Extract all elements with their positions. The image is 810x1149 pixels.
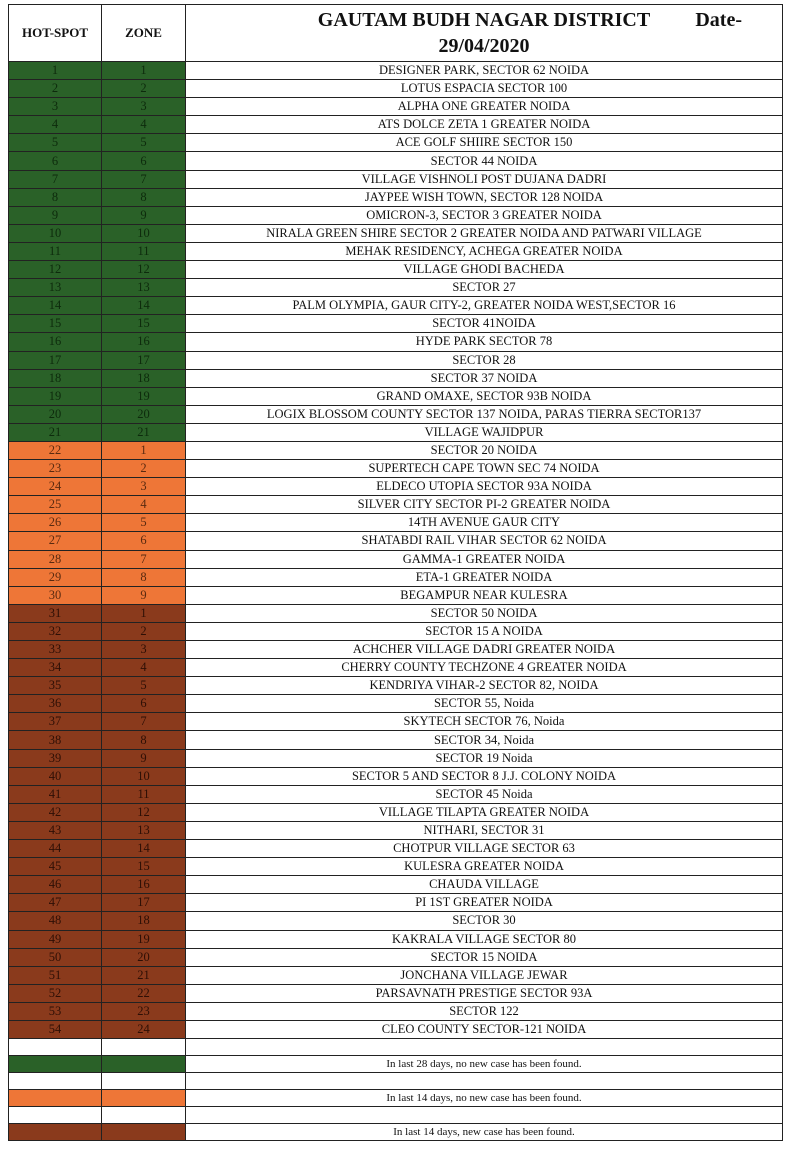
legend-text: In last 28 days, no new case has been found. [186,1056,783,1073]
blank-cell [102,1107,186,1124]
zone-number: 17 [102,894,186,912]
location-name: ALPHA ONE GREATER NOIDA [186,98,783,116]
legend-swatch [9,1056,102,1073]
zone-number: 6 [102,152,186,170]
hotspot-number: 32 [9,622,102,640]
zone-number: 4 [102,659,186,677]
hotspot-number: 14 [9,297,102,315]
location-name: SHATABDI RAIL VIHAR SECTOR 62 NOIDA [186,532,783,550]
hotspot-number: 8 [9,188,102,206]
table-row [9,279,783,297]
legend-text: In last 14 days, new case has been found. [186,1124,783,1141]
blank-cell [186,1107,783,1124]
hotspot-number: 19 [9,387,102,405]
hotspot-number: 48 [9,912,102,930]
zone-number: 6 [102,695,186,713]
table-row [9,984,783,1002]
hotspot-number: 21 [9,423,102,441]
hotspot-number: 30 [9,586,102,604]
hotspot-number: 53 [9,1002,102,1020]
col-header-zone: ZONE [102,5,186,62]
zone-number: 3 [102,641,186,659]
legend-spacer-row [9,1073,783,1090]
location-name: KAKRALA VILLAGE SECTOR 80 [186,930,783,948]
zone-number: 1 [102,441,186,459]
location-name: SILVER CITY SECTOR PI-2 GREATER NOIDA [186,496,783,514]
hotspot-number: 46 [9,876,102,894]
zone-number: 7 [102,170,186,188]
zone-number: 21 [102,423,186,441]
zone-number: 17 [102,351,186,369]
hotspot-number: 16 [9,333,102,351]
table-row [9,532,783,550]
location-name: VILLAGE GHODI BACHEDA [186,261,783,279]
hotspot-number: 11 [9,242,102,260]
blank-cell [9,1107,102,1124]
table-row [9,369,783,387]
legend-spacer-row [9,1107,783,1124]
table-row [9,496,783,514]
zone-number: 9 [102,206,186,224]
legend-row-green [9,1056,783,1073]
table-row [9,460,783,478]
hotspot-rows [9,62,783,1039]
table-row [9,695,783,713]
table-row [9,1020,783,1038]
zone-number: 3 [102,478,186,496]
zone-number: 22 [102,984,186,1002]
table-row [9,713,783,731]
table-row [9,785,783,803]
hotspot-number: 54 [9,1020,102,1038]
table-row [9,206,783,224]
table-row [9,930,783,948]
zone-number: 19 [102,387,186,405]
location-name: GAMMA-1 GREATER NOIDA [186,550,783,568]
zone-number: 1 [102,62,186,80]
location-name: SECTOR 15 NOIDA [186,948,783,966]
table-row [9,514,783,532]
zone-number: 14 [102,840,186,858]
zone-number: 23 [102,1002,186,1020]
legend-row-brown [9,1124,783,1141]
zone-number: 20 [102,948,186,966]
zone-number: 11 [102,785,186,803]
hotspot-number: 2 [9,80,102,98]
location-name: MEHAK RESIDENCY, ACHEGA GREATER NOIDA [186,242,783,260]
zone-number: 18 [102,912,186,930]
table-row [9,550,783,568]
location-name: VILLAGE VISHNOLI POST DUJANA DADRI [186,170,783,188]
location-name: SECTOR 19 Noida [186,749,783,767]
table-row [9,821,783,839]
table-row [9,767,783,785]
hotspot-number: 49 [9,930,102,948]
table-row [9,134,783,152]
hotspot-number: 36 [9,695,102,713]
location-name: PALM OLYMPIA, GAUR CITY-2, GREATER NOIDA WEST,SECTOR 16 [186,297,783,315]
location-name: CLEO COUNTY SECTOR-121 NOIDA [186,1020,783,1038]
blank-cell [9,1073,102,1090]
zone-number: 12 [102,803,186,821]
hotspot-number: 51 [9,966,102,984]
legend [9,1039,783,1141]
col-header-hotspot: HOT-SPOT [9,5,102,62]
hotspot-number: 5 [9,134,102,152]
hotspot-number: 52 [9,984,102,1002]
zone-number: 3 [102,98,186,116]
table-row [9,224,783,242]
table-row [9,731,783,749]
hotspot-table [8,4,783,1141]
location-name: SECTOR 45 Noida [186,785,783,803]
location-name: ACE GOLF SHIIRE SECTOR 150 [186,134,783,152]
hotspot-number: 4 [9,116,102,134]
hotspot-number: 7 [9,170,102,188]
location-name: SECTOR 30 [186,912,783,930]
location-name: SECTOR 5 AND SECTOR 8 J.J. COLONY NOIDA [186,767,783,785]
document-title [186,5,783,62]
zone-number: 11 [102,242,186,260]
location-name: 14TH AVENUE GAUR CITY [186,514,783,532]
location-name: JAYPEE WISH TOWN, SECTOR 128 NOIDA [186,188,783,206]
zone-number: 4 [102,496,186,514]
location-name: LOTUS ESPACIA SECTOR 100 [186,80,783,98]
table-row [9,333,783,351]
hotspot-number: 37 [9,713,102,731]
header-row [9,5,783,62]
location-name: SECTOR 28 [186,351,783,369]
location-name: KENDRIYA VIHAR-2 SECTOR 82, NOIDA [186,677,783,695]
zone-number: 8 [102,188,186,206]
blank-cell [186,1039,783,1056]
zone-number: 5 [102,514,186,532]
date-value: 29/04/2020 [438,35,530,57]
location-name: OMICRON-3, SECTOR 3 GREATER NOIDA [186,206,783,224]
location-name: SUPERTECH CAPE TOWN SEC 74 NOIDA [186,460,783,478]
table-row [9,876,783,894]
hotspot-number: 1 [9,62,102,80]
hotspot-number: 15 [9,315,102,333]
table-row [9,116,783,134]
legend-swatch [9,1090,102,1107]
hotspot-number: 33 [9,641,102,659]
zone-number: 10 [102,767,186,785]
hotspot-number: 3 [9,98,102,116]
location-name: SECTOR 34, Noida [186,731,783,749]
legend-spacer-row [9,1039,783,1056]
zone-number: 24 [102,1020,186,1038]
location-name: GRAND OMAXE, SECTOR 93B NOIDA [186,387,783,405]
location-name: LOGIX BLOSSOM COUNTY SECTOR 137 NOIDA, PARAS TIERRA SECTOR137 [186,405,783,423]
hotspot-number: 17 [9,351,102,369]
blank-cell [9,1039,102,1056]
location-name: VILLAGE WAJIDPUR [186,423,783,441]
table-row [9,677,783,695]
location-name: SECTOR 44 NOIDA [186,152,783,170]
hotspot-number: 38 [9,731,102,749]
table-row [9,604,783,622]
table-row [9,966,783,984]
zone-number: 21 [102,966,186,984]
table-row [9,586,783,604]
zone-number: 7 [102,713,186,731]
table-row [9,568,783,586]
location-name: BEGAMPUR NEAR KULESRA [186,586,783,604]
blank-cell [186,1073,783,1090]
hotspot-number: 50 [9,948,102,966]
zone-number: 13 [102,821,186,839]
hotspot-number: 12 [9,261,102,279]
hotspot-number: 23 [9,460,102,478]
hotspot-number: 26 [9,514,102,532]
location-name: SECTOR 55, Noida [186,695,783,713]
table-row [9,749,783,767]
table-row [9,858,783,876]
legend-swatch [102,1056,186,1073]
blank-cell [102,1039,186,1056]
table-row [9,803,783,821]
table-row [9,405,783,423]
hotspot-number: 39 [9,749,102,767]
zone-number: 9 [102,749,186,767]
zone-number: 4 [102,116,186,134]
district-title: GAUTAM BUDH NAGAR DISTRICT [317,9,651,31]
table-row [9,659,783,677]
hotspot-number: 13 [9,279,102,297]
location-name: SECTOR 41NOIDA [186,315,783,333]
table-row [9,62,783,80]
hotspot-number: 27 [9,532,102,550]
table-row [9,1002,783,1020]
hotspot-number: 22 [9,441,102,459]
hotspot-number: 45 [9,858,102,876]
table-row [9,948,783,966]
zone-number: 2 [102,622,186,640]
zone-number: 14 [102,297,186,315]
hotspot-number: 35 [9,677,102,695]
table-row [9,387,783,405]
location-name: ACHCHER VILLAGE DADRI GREATER NOIDA [186,641,783,659]
location-name: SECTOR 15 A NOIDA [186,622,783,640]
table-row [9,297,783,315]
table-row [9,98,783,116]
hotspot-number: 29 [9,568,102,586]
zone-number: 20 [102,405,186,423]
location-name: ETA-1 GREATER NOIDA [186,568,783,586]
zone-number: 2 [102,460,186,478]
hotspot-number: 41 [9,785,102,803]
location-name: CHERRY COUNTY TECHZONE 4 GREATER NOIDA [186,659,783,677]
location-name: CHAUDA VILLAGE [186,876,783,894]
date-label: Date- [695,9,742,31]
location-name: VILLAGE TILAPTA GREATER NOIDA [186,803,783,821]
table-row [9,152,783,170]
hotspot-number: 40 [9,767,102,785]
zone-number: 13 [102,279,186,297]
location-name: SECTOR 27 [186,279,783,297]
zone-number: 5 [102,677,186,695]
table-row [9,351,783,369]
zone-number: 9 [102,586,186,604]
zone-number: 10 [102,224,186,242]
table-row [9,423,783,441]
hotspot-number: 20 [9,405,102,423]
zone-number: 5 [102,134,186,152]
hotspot-number: 47 [9,894,102,912]
zone-number: 2 [102,80,186,98]
location-name: HYDE PARK SECTOR 78 [186,333,783,351]
table-row [9,261,783,279]
location-name: NITHARI, SECTOR 31 [186,821,783,839]
table-row [9,80,783,98]
table-row [9,912,783,930]
location-name: SECTOR 20 NOIDA [186,441,783,459]
table-row [9,641,783,659]
table-row [9,622,783,640]
hotspot-number: 25 [9,496,102,514]
hotspot-number: 9 [9,206,102,224]
zone-number: 16 [102,876,186,894]
location-name: DESIGNER PARK, SECTOR 62 NOIDA [186,62,783,80]
legend-swatch [102,1090,186,1107]
zone-number: 15 [102,315,186,333]
table-row [9,441,783,459]
legend-text: In last 14 days, no new case has been found. [186,1090,783,1107]
zone-number: 1 [102,604,186,622]
table-row [9,242,783,260]
zone-number: 12 [102,261,186,279]
hotspot-number: 42 [9,803,102,821]
table-row [9,315,783,333]
zone-number: 18 [102,369,186,387]
legend-swatch [102,1124,186,1141]
location-name: SECTOR 37 NOIDA [186,369,783,387]
location-name: JONCHANA VILLAGE JEWAR [186,966,783,984]
hotspot-number: 6 [9,152,102,170]
location-name: SECTOR 50 NOIDA [186,604,783,622]
legend-row-orange [9,1090,783,1107]
blank-cell [102,1073,186,1090]
location-name: SKYTECH SECTOR 76, Noida [186,713,783,731]
zone-number: 7 [102,550,186,568]
hotspot-number: 44 [9,840,102,858]
legend-swatch [9,1124,102,1141]
location-name: PI 1ST GREATER NOIDA [186,894,783,912]
zone-number: 8 [102,731,186,749]
table-row [9,478,783,496]
zone-number: 16 [102,333,186,351]
table-row [9,170,783,188]
table-row [9,894,783,912]
hotspot-number: 18 [9,369,102,387]
zone-number: 6 [102,532,186,550]
location-name: CHOTPUR VILLAGE SECTOR 63 [186,840,783,858]
hotspot-number: 28 [9,550,102,568]
table-row [9,188,783,206]
hotspot-number: 43 [9,821,102,839]
zone-number: 15 [102,858,186,876]
zone-number: 19 [102,930,186,948]
location-name: ELDECO UTOPIA SECTOR 93A NOIDA [186,478,783,496]
location-name: KULESRA GREATER NOIDA [186,858,783,876]
location-name: PARSAVNATH PRESTIGE SECTOR 93A [186,984,783,1002]
zone-number: 8 [102,568,186,586]
hotspot-number: 31 [9,604,102,622]
table-row [9,840,783,858]
location-name: ATS DOLCE ZETA 1 GREATER NOIDA [186,116,783,134]
location-name: SECTOR 122 [186,1002,783,1020]
hotspot-number: 24 [9,478,102,496]
hotspot-number: 34 [9,659,102,677]
hotspot-number: 10 [9,224,102,242]
location-name: NIRALA GREEN SHIRE SECTOR 2 GREATER NOIDA AND PATWARI VILLAGE [186,224,783,242]
